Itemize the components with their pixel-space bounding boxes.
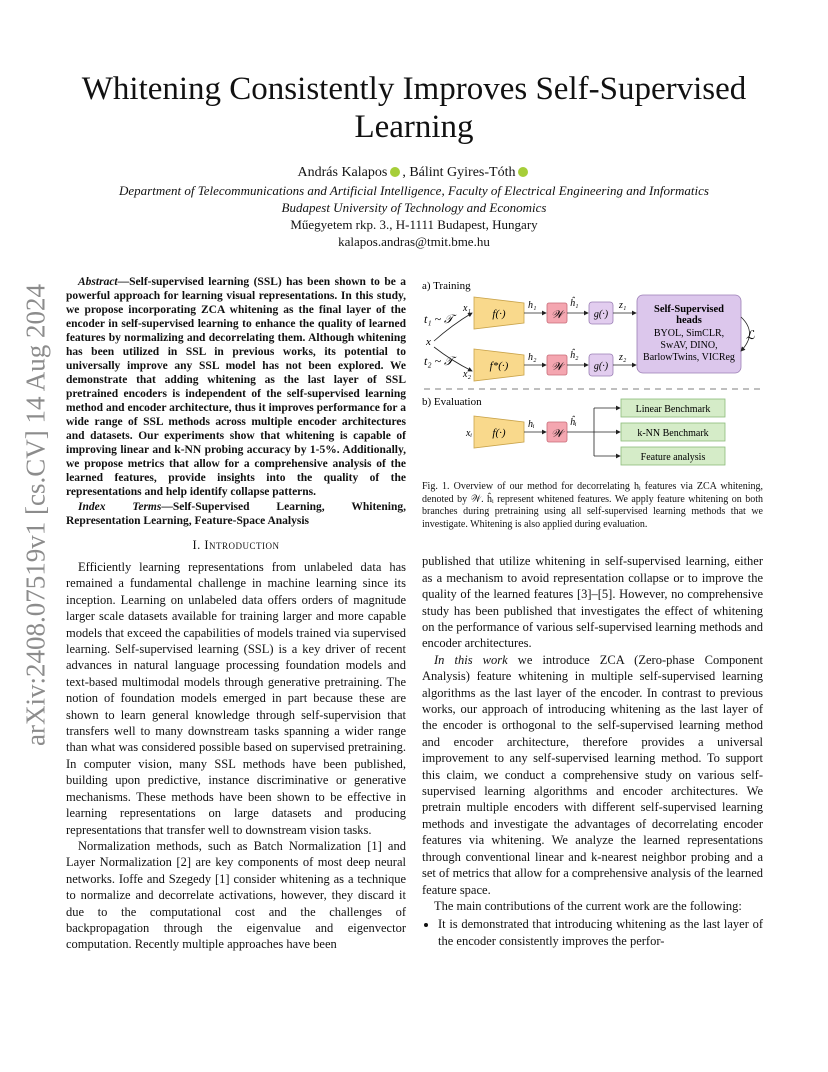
benchmark-label: k-NN Benchmark bbox=[637, 428, 709, 439]
whitening-label: 𝒲 bbox=[551, 361, 563, 373]
abstract bbox=[66, 275, 406, 499]
contributions-list bbox=[422, 916, 763, 949]
paragraph-text: we introduce ZCA (Zero-phase Component Analysis) feature whitening in multiple self-supervised learning algorithms as the last layer of the encoder. In contrast to previous works, our approach of introducing whitening as the last layer of the encoder is orthogonal to the self-supervised learning method and encoder architecture, therefore provides a universal improvement to any self-supervised learning method. To support this claim, we conduct a comprehensive study on various self-supervised learning algorithms and encoder architectures. We pretrain multiple encoders with different self-supervised learning methods and investigate the advantages of decorrelating encoder features via whitening. We analyze the learned representations through conventional linear and k-nearest neighbor probing and a set of metrics that allow for a comprehensive analysis of the learned feature space. bbox=[422, 652, 763, 897]
orcid-icon bbox=[390, 167, 400, 177]
paragraph bbox=[422, 652, 763, 898]
feature-label: hᵢ bbox=[528, 419, 535, 430]
author-list bbox=[40, 165, 788, 181]
feature-label: h₂ bbox=[528, 352, 537, 363]
whitening-label: 𝒲 bbox=[551, 309, 563, 321]
spacer bbox=[422, 531, 763, 553]
arxiv-sidebar bbox=[18, 280, 54, 750]
author-name: Bálint Gyires-Tóth bbox=[409, 165, 516, 180]
figure-caption: Fig. 1. Overview of our method for decorrelating hᵢ features via ZCA whitening, denoted by 𝒲. ĥᵢ represent whitened features. We apply feature whitening on both branches during pretraining using all self-supervised learning methods that we investigate. Whitening is also applied during evaluation. bbox=[422, 481, 763, 530]
loss-label: ℒ bbox=[746, 328, 755, 342]
author-email: kalapos.andras@tmit.bme.hu bbox=[338, 234, 490, 249]
section-number: I. bbox=[192, 538, 201, 552]
affiliation-address: Műegyetem rkp. 3., H-1111 Budapest, Hungary bbox=[290, 217, 538, 232]
index-terms-text: —Self-Supervised Learning, Whitening, Representation Learning, Feature-Space Analysis bbox=[66, 501, 407, 527]
figure-part-label: a) Training bbox=[422, 280, 471, 292]
section-title: Introduction bbox=[204, 538, 280, 552]
figure-part-label: b) Evaluation bbox=[422, 396, 482, 408]
augmentation-label: t₁ ~ 𝒯 bbox=[424, 312, 454, 326]
section-heading bbox=[66, 538, 406, 553]
embedding-label: z₁ bbox=[619, 300, 627, 311]
benchmark-label: Feature analysis bbox=[640, 452, 706, 463]
left-column bbox=[66, 275, 406, 953]
arxiv-identifier: arXiv:2408.07519v1 [cs.CV] 14 Aug 2024 bbox=[20, 284, 51, 746]
ssl-method-list: SwAV, DINO, bbox=[660, 340, 718, 351]
encoder-label: f*(·) bbox=[489, 360, 509, 372]
index-terms-label: Index Terms bbox=[78, 501, 162, 513]
index-terms bbox=[66, 500, 406, 528]
whitened-feature-label: ĥᵢ bbox=[570, 417, 577, 428]
feature-label: h₁ bbox=[528, 300, 537, 311]
paragraph: Efficiently learning representations from unlabeled data has remained a fundamental challenge in machine learning since its inception. Learning on unlabeled data offers orders of magnitude larger scale datasets available for training larger and more capable models that exceed the capabilities of models trained via supervised learning. Self-supervised learning (SSL) is a key driver of recent advances in natural language processing foundation models and text-based multimodal models through generative pretraining. The notion of foundation models emerged in part because these are shown to learn general knowledge through self-supervision that transfers well to many downstream tasks spanning a wider range than what was considered possible based on supervised pretraining. In computer vision, many SSL methods have been published, building upon predictive, instance discriminative or generative mechanisms. These methods have been shown to be effective in learning representations on large datasets and producing representations that transfer well to downstream vision tasks. bbox=[66, 560, 406, 837]
ssl-method-list: BYOL, SimCLR, bbox=[653, 328, 725, 339]
emphasis: In this work bbox=[434, 652, 508, 667]
method-diagram bbox=[422, 275, 763, 470]
right-column bbox=[422, 275, 763, 949]
list-item: • It is demonstrated that introducing whitening as the last layer of the encoder consistently improves the perfor- bbox=[438, 916, 763, 949]
projector-label: g(·) bbox=[593, 361, 609, 372]
embedding-label: z₂ bbox=[619, 352, 627, 363]
affiliation-department: Department of Telecommunications and Artificial Intelligence, Faculty of Electrical Engineering and Informatics bbox=[119, 183, 709, 198]
input-label: xᵢ bbox=[466, 428, 473, 439]
whitened-feature-label: ĥ₁ bbox=[570, 298, 579, 309]
paragraph: The main contributions of the current work are the following: bbox=[434, 898, 742, 913]
ssl-heads-title: Self-Supervised bbox=[653, 304, 725, 315]
encoder-label: f(·) bbox=[492, 308, 506, 320]
affiliation-university: Budapest University of Technology and Economics bbox=[281, 200, 547, 215]
abstract-text: —Self-supervised learning (SSL) has been shown to be a powerful approach for learning visual representations. In this study, we propose incorporating ZCA whitening as the final layer of the encoder in self-supervised learning to enhance the quality of learned features by normalizing and decorrelating them. Although whitening has been utilized in SSL in previous works, its potential to universally improve any SSL model has not been explored. We demonstrate that adding whitening as the last layer of SSL pretrained encoders is independent of the self-supervised learning method and encoder architecture, thus it improves performance for a wide range of SSL methods across multiple encoder architectures and datasets. Our experiments show that whitening is capable of improving linear and k-NN probing accuracy by 1-5%. Additionally, we propose metrics that allow for a comprehensive analysis of the learned features, provide insights into the quality of the representations and help identify collapse patterns. bbox=[66, 276, 406, 498]
projector-label: g(·) bbox=[593, 309, 609, 320]
paper-title: Whitening Consistently Improves Self-Supervised Learning bbox=[81, 71, 747, 145]
orcid-icon bbox=[518, 167, 528, 177]
affiliation-block bbox=[40, 182, 788, 250]
whitening-label: 𝒲 bbox=[551, 428, 563, 440]
whitened-feature-label: ĥ₂ bbox=[570, 350, 579, 361]
abstract-label: Abstract bbox=[78, 276, 118, 288]
benchmark-label: Linear Benchmark bbox=[635, 404, 711, 415]
augmentation-label: t₂ ~ 𝒯 bbox=[424, 354, 454, 368]
author-name: András Kalapos bbox=[297, 165, 388, 180]
ssl-method-list: BarlowTwins, VICReg bbox=[643, 352, 735, 363]
figure-1 bbox=[422, 275, 763, 531]
view-label: x₁ bbox=[463, 303, 471, 314]
paragraph: published that utilize whitening in self-supervised learning, either as a mechanism to avoid representation collapse or to improve the quality of the learned features [3]–[5]. However, no comprehensive study has been published that investigates the effect of whitening on the performance of various self-supervised learning methods and encoder architectures. bbox=[422, 554, 763, 651]
paragraph: Normalization methods, such as Batch Normalization [1] and Layer Normalization [2] are key components of most deep neural networks. Ioffe and Szegedy [1] consider whitening as a technique to normalize and decorrelate activations, however, they discard it due to the computational cost and the challenges of backpropagation through the eigenvalue and eigenvector computation. Recently multiple approaches have been bbox=[66, 838, 406, 952]
input-label: x bbox=[426, 336, 431, 348]
author-separator: , bbox=[402, 165, 410, 180]
ssl-heads-title: heads bbox=[676, 315, 702, 326]
encoder-label: f(·) bbox=[492, 427, 506, 439]
view-label: x₂ bbox=[463, 369, 471, 380]
